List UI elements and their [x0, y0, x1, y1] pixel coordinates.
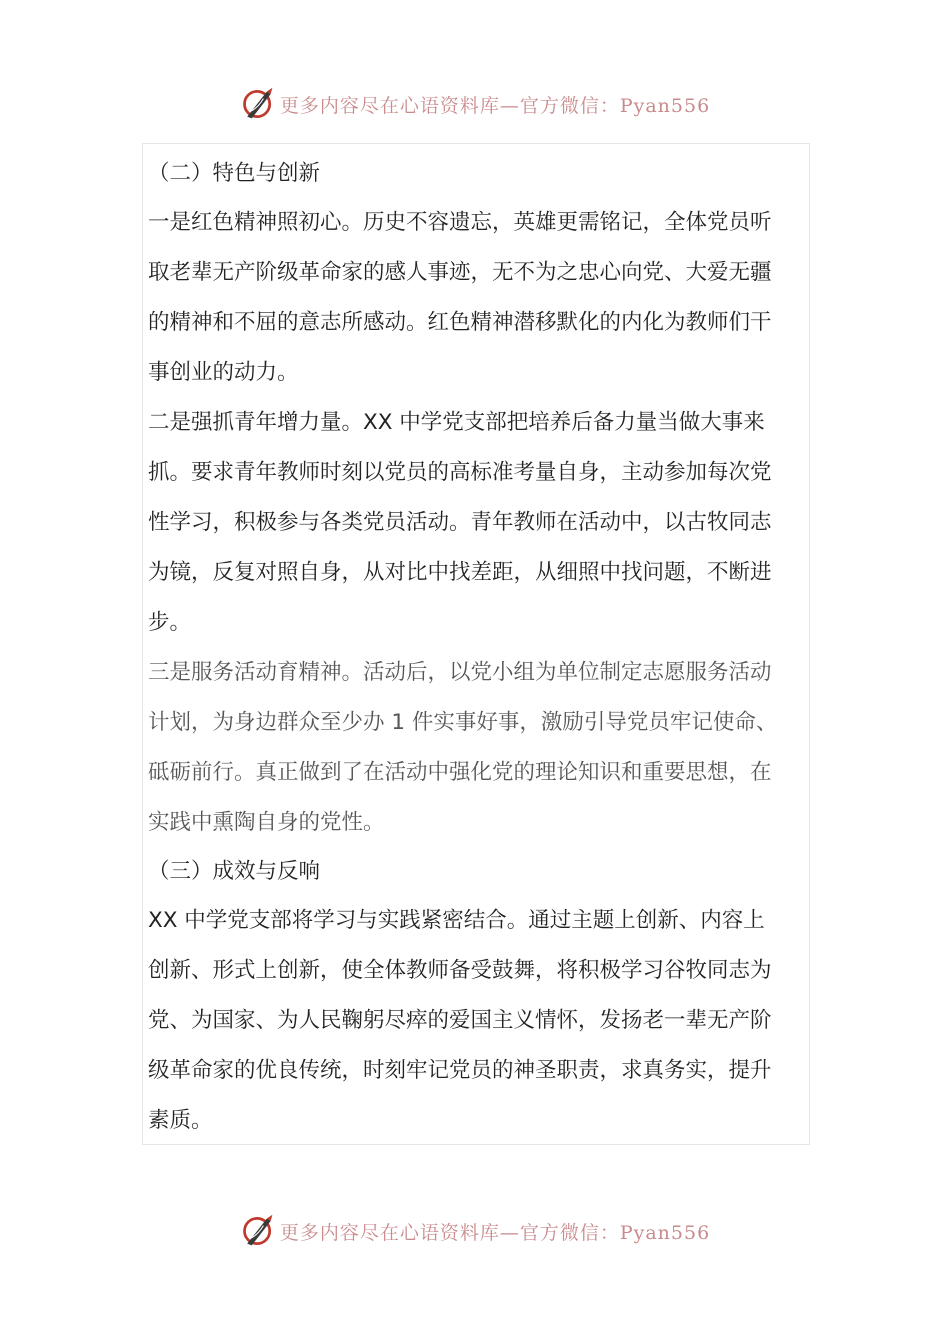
paragraph-line: 一是红色精神照初心。历史不容遗忘，英雄更需铭记，全体党员听	[148, 210, 772, 235]
paragraph-line: 为镜，反复对照自身，从对比中找差距，从细照中找问题，不断进	[148, 560, 772, 585]
paragraph-line: 取老辈无产阶级革命家的感人事迹，无不为之忠心向党、大爱无疆	[148, 260, 772, 285]
section-heading: （三）成效与反响	[148, 859, 321, 884]
paragraph-line: 素质。	[148, 1108, 213, 1133]
paragraph-line: 创新、形式上创新，使全体教师备受鼓舞，将积极学习谷牧同志为	[148, 958, 772, 983]
banner-text: 更多内容尽在心语资料库—官方微信：Pyan556	[279, 1221, 711, 1244]
paragraph-line: 三是服务活动育精神。活动后，以党小组为单位制定志愿服务活动	[148, 660, 772, 685]
paragraph-line: 党、为国家、为人民鞠躬尽瘁的爱国主义情怀，发扬老一辈无产阶	[148, 1008, 772, 1033]
paragraph-line: XX 中学党支部将学习与实践紧密结合。通过主题上创新、内容上	[148, 908, 765, 933]
footer-banner	[0, 1211, 950, 1251]
paragraph-line: 砥砺前行。真正做到了在活动中强化党的理论知识和重要思想，在	[148, 760, 772, 785]
banner-text: 更多内容尽在心语资料库—官方微信：Pyan556	[279, 94, 711, 117]
paragraph-line: 二是强抓青年增力量。XX 中学党支部把培养后备力量当做大事来	[148, 410, 765, 435]
section-heading: （二）特色与创新	[148, 161, 321, 186]
paragraph-line: 事创业的动力。	[148, 360, 299, 385]
paragraph-line: 性学习，积极参与各类党员活动。青年教师在活动中，以古牧同志	[148, 510, 772, 535]
header-banner	[0, 84, 950, 124]
quill-pen-logo-icon	[240, 1213, 276, 1249]
quill-pen-logo-icon	[240, 86, 276, 122]
paragraph-line: 级革命家的优良传统，时刻牢记党员的神圣职责，求真务实，提升	[148, 1058, 772, 1083]
paragraph-line: 实践中熏陶自身的党性。	[148, 810, 385, 835]
paragraph-line: 计划，为身边群众至少办 1 件实事好事，激励引导党员牢记使命、	[148, 710, 778, 735]
paragraph-line: 抓。要求青年教师时刻以党员的高标准考量自身，主动参加每次党	[148, 460, 772, 485]
paragraph-line: 的精神和不屈的意志所感动。红色精神潜移默化的内化为教师们干	[148, 310, 772, 335]
document-body	[148, 150, 808, 1146]
paragraph-line: 步。	[148, 610, 192, 635]
